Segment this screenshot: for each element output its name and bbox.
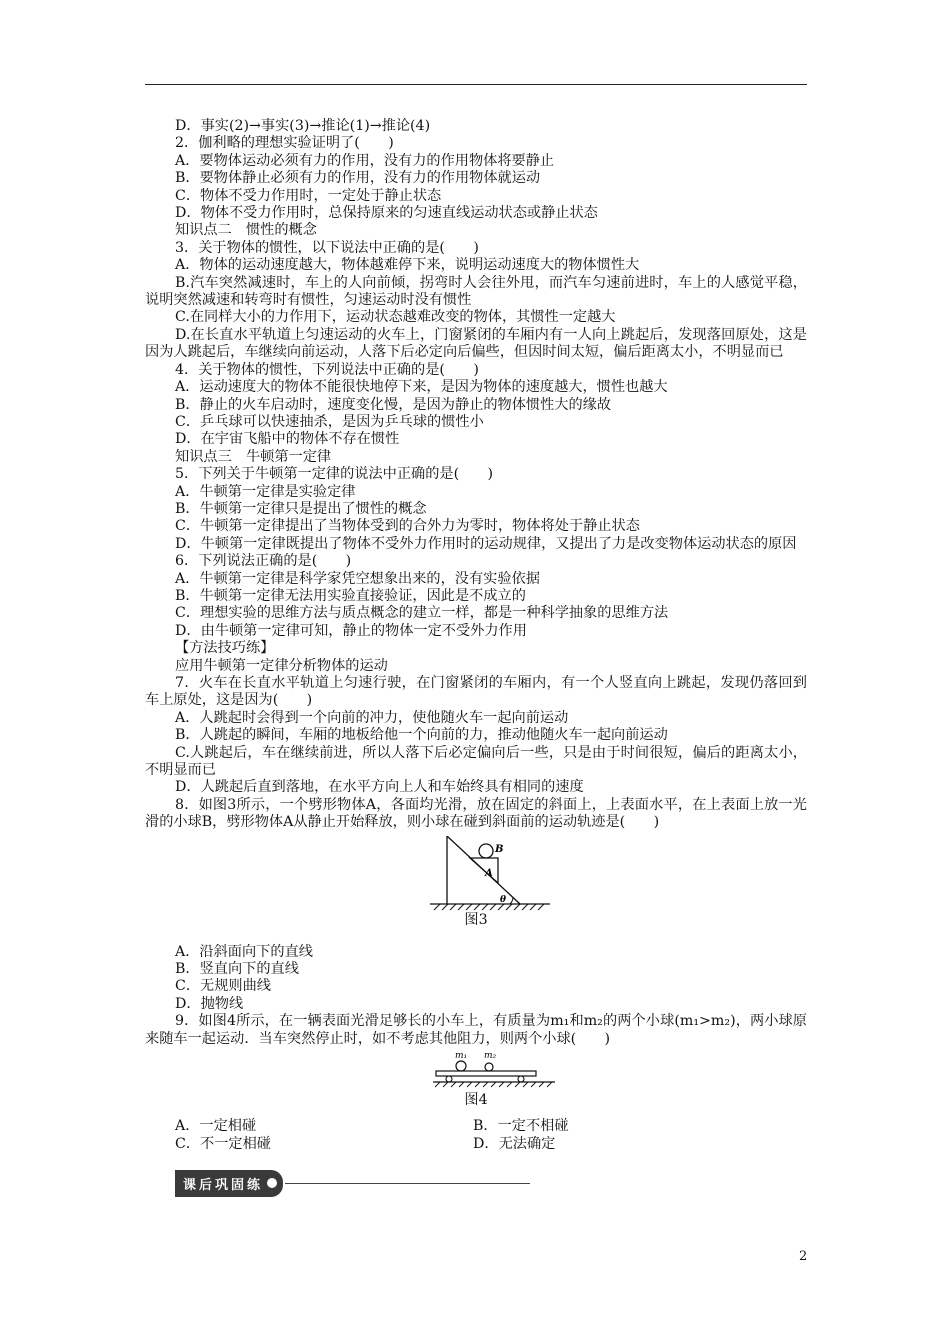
label-b: B (495, 843, 504, 855)
label-m2: m₂ (484, 1051, 497, 1062)
wedge-on-incline-diagram (430, 836, 560, 922)
text-line: B．人跳起的瞬间，车厢的地板给他一个向前的力，推动他随火车一起向前运动 (175, 727, 668, 744)
figure-3 (145, 836, 807, 944)
q9-option-c: C．不一定相碰 (175, 1135, 271, 1152)
q9-options-row-1 (145, 1118, 807, 1135)
section-banner-text: 课后巩固练 (183, 1177, 264, 1193)
text-line: B．静止的火车启动时，速度变化慢，是因为静止的物体惯性大的缘故 (175, 396, 612, 413)
bullet-dot-icon (267, 1178, 277, 1188)
figure-4-caption: 图4 (464, 1092, 488, 1109)
q9-option-d: D．无法确定 (473, 1135, 556, 1152)
section-banner (175, 1170, 530, 1196)
text-line: B．牛顿第一定律只是提出了惯性的概念 (175, 500, 427, 517)
text-line: C．无规则曲线 (175, 978, 271, 995)
q9-option-a: A．一定相碰 (175, 1118, 257, 1135)
text-line: B．要物体静止必须有力的作用，没有力的作用物体就运动 (175, 170, 541, 187)
text-line: A．牛顿第一定律是实验定律 (175, 483, 356, 500)
text-line: 7．火车在长直水平轨道上匀速行驶，在门窗紧闭的车厢内，有一个人竖直向上跳起，发现仍落回到车上原处，这是因为( ) (145, 675, 807, 709)
text-line: A．沿斜面向下的直线 (175, 943, 313, 960)
page-number: 2 (799, 1249, 808, 1264)
q9-options-row-2 (145, 1136, 807, 1153)
text-line: C．牛顿第一定律提出了当物体受到的合外力为零时，物体将处于静止状态 (175, 518, 640, 535)
document-body (145, 118, 807, 1153)
text-line: 【方法技巧练】 (175, 640, 275, 657)
header-rule (145, 84, 807, 85)
text-line: D.在长直水平轨道上匀速运动的火车上，门窗紧闭的车厢内有一人向上跳起后，发现落回原处，这是因为人跳起后，车继续向前运动，人落下后必定向后偏些，但因时间太短，偏后距离太小，不明显而已 (145, 326, 807, 361)
text-line: B．竖直向下的直线 (175, 961, 299, 978)
section-banner-rule (285, 1183, 530, 1184)
text-line: D．物体不受力作用时，总保持原来的匀速直线运动状态或静止状态 (175, 205, 598, 222)
text-line: 3．关于物体的惯性，以下说法中正确的是( ) (175, 239, 479, 256)
text-line: D．人跳起后直到落地，在水平方向上人和车始终具有相同的速度 (175, 779, 584, 796)
text-line: 应用牛顿第一定律分析物体的运动 (175, 657, 388, 674)
text-line: C．乒乓球可以快速抽杀，是因为乒乓球的惯性小 (175, 413, 484, 430)
figure-3-caption: 图3 (464, 911, 488, 928)
text-line: 6．下列说法正确的是( ) (175, 553, 352, 570)
q9-option-b: B．一定不相碰 (473, 1118, 569, 1135)
text-line: C.人跳起后，车在继续前进，所以人落下后必定偏向后一些，只是由于时间很短，偏后的距离太小，不明显而已 (145, 744, 807, 779)
text-line: C．物体不受力作用时，一定处于静止状态 (175, 187, 442, 204)
text-line: D．由牛顿第一定律可知，静止的物体一定不受外力作用 (175, 622, 527, 639)
text-line: C．理想实验的思维方法与质点概念的建立一样，都是一种科学抽象的思维方法 (175, 605, 669, 622)
question-block-a (145, 118, 807, 832)
text-line: D．在宇宙飞船中的物体不存在惯性 (175, 431, 400, 448)
label-m1: m₁ (455, 1051, 468, 1062)
text-line: A．牛顿第一定律是科学家凭空想象出来的，没有实验依据 (175, 570, 540, 587)
question-block-b (145, 944, 807, 1048)
text-line: D．牛顿第一定律既提出了物体不受外力作用时的运动规律，又提出了力是改变物体运动状态的原因 (175, 535, 797, 552)
text-line: 2．伽利略的理想实验证明了( ) (175, 135, 394, 152)
figure-4 (145, 1048, 807, 1118)
text-line: A．运动速度大的物体不能很快地停下来，是因为物体的速度越大，惯性也越大 (175, 379, 668, 396)
text-line: B．牛顿第一定律无法用实验直接验证，因此是不成立的 (175, 587, 526, 604)
text-line: A．要物体运动必须有力的作用，没有力的作用物体将要静止 (175, 152, 555, 169)
text-line: A．物体的运动速度越大，物体越难停下来，说明运动速度大的物体惯性大 (175, 257, 640, 274)
text-line: C.在同样大小的力作用下，运动状态越难改变的物体，其惯性一定越大 (175, 309, 616, 326)
section-banner-label (175, 1170, 283, 1197)
text-line: B.汽车突然减速时，车上的人向前倾，拐弯时人会往外甩，而汽车匀速前进时，车上的人感觉平稳，说明突然减速和转弯时有惯性，匀速运动时没有惯性 (145, 274, 807, 309)
text-line: D．抛物线 (175, 995, 244, 1012)
text-line: 5．下列关于牛顿第一定律的说法中正确的是( ) (175, 466, 494, 483)
text-line: 9．如图4所示，在一辆表面光滑足够长的小车上，有质量为m₁和m₂的两个小球(m₁>m₂)，两小球原来随车一起运动．当车突然停止时，如不考虑其他阻力，则两个小球( ) (145, 1013, 807, 1047)
label-theta: θ (500, 894, 507, 905)
cart-with-two-balls-diagram (433, 1048, 563, 1094)
text-line: 知识点二 惯性的概念 (175, 222, 317, 239)
label-a: A (485, 867, 493, 879)
text-line: 4．关于物体的惯性，下列说法中正确的是( ) (175, 361, 479, 378)
text-line: 知识点三 牛顿第一定律 (175, 448, 332, 465)
text-line: 8．如图3所示，一个劈形物体A，各面均光滑，放在固定的斜面上，上表面水平，在上表面上放一光滑的小球B，劈形物体A从静止开始释放，则小球在碰到斜面前的运动轨迹是( ) (145, 796, 807, 831)
text-line: A．人跳起时会得到一个向前的冲力，使他随火车一起向前运动 (175, 709, 569, 726)
text-line: D．事实(2)→事实(3)→推论(1)→推论(4) (175, 118, 431, 134)
